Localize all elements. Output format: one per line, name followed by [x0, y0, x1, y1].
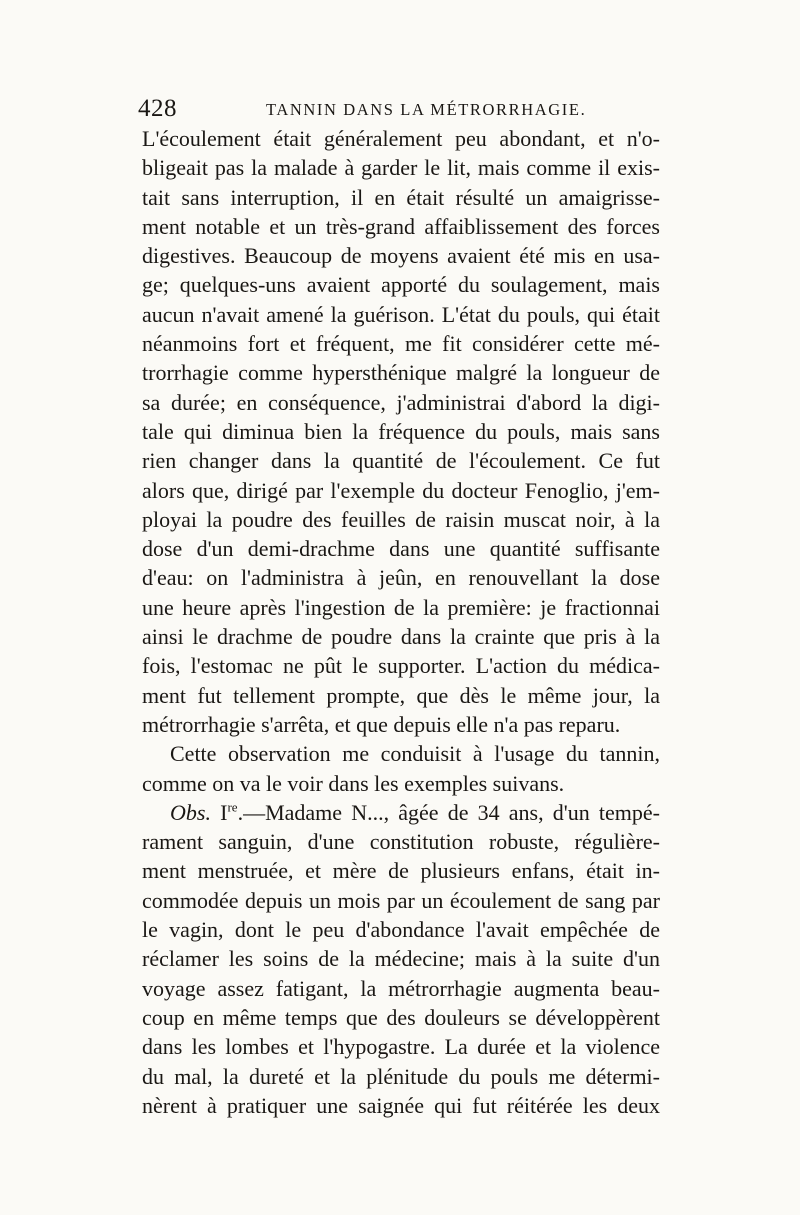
- text-line: tale qui diminua bien la fréquence du pouls, mais sans: [142, 418, 660, 444]
- text-line: fois, l'estomac ne pût le supporter. L'action du médica-: [142, 653, 660, 679]
- text-line: métrorrhagie s'arrêta, et que depuis elle n'a pas reparu.: [142, 711, 621, 737]
- text-line: voyage assez fatigant, la métrorrhagie augmenta beau-: [142, 975, 660, 1001]
- text-line: coup en même temps que des douleurs se développèrent: [142, 1004, 660, 1030]
- text-line: ge; quelques-uns avaient apporté du soulagement, mais: [142, 272, 660, 298]
- text-line: commodée depuis un mois par un écoulement de sang par: [142, 887, 660, 913]
- text-line: une heure après l'ingestion de la première: je fractionnai: [142, 594, 660, 620]
- text-line: du mal, la dureté et la plénitude du pouls me détermi-: [142, 1063, 660, 1089]
- observation-numeral-sup: re: [227, 799, 238, 815]
- text-line: aucun n'avait amené la guérison. L'état du pouls, qui était: [142, 301, 660, 327]
- observation-numeral: I: [220, 799, 228, 825]
- running-title: TANNIN DANS LA MÉTRORRHAGIE.: [266, 100, 587, 119]
- text-line: ployai la poudre des feuilles de raisin muscat noir, à la: [142, 506, 660, 532]
- observation-first-line: .—Madame N..., âgée de 34 ans, d'un tempé-: [237, 799, 660, 825]
- text-line: rament sanguin, d'une constitution robuste, régulière-: [142, 829, 660, 855]
- page-number: 428: [138, 95, 177, 122]
- text-line: ment fut tellement prompte, que dès le même jour, la: [142, 682, 660, 708]
- text-line: sa durée; en conséquence, j'administrai d'abord la digi-: [142, 389, 660, 415]
- text-line: le vagin, dont le peu d'abondance l'avait empêchée de: [142, 917, 660, 943]
- text-line: néanmoins fort et fréquent, me fit considérer cette mé-: [142, 331, 660, 357]
- text-line: d'eau: on l'administra à jeûn, en renouvellant la dose: [142, 565, 660, 591]
- text-line: trorrhagie comme hypersthénique malgré la longueur de: [142, 360, 660, 386]
- text-line: bligeait pas la malade à garder le lit, mais comme il exis-: [142, 155, 660, 181]
- text-line: L'écoulement était généralement peu abondant, et n'o-: [142, 126, 660, 151]
- text-line: tait sans interruption, il en était résulté un amaigrisse-: [142, 184, 660, 210]
- text-line: ainsi le drachme de poudre dans la crainte que pris à la: [142, 624, 660, 650]
- text-line: réclamer les soins de la médecine; mais à la suite d'un: [142, 946, 660, 972]
- text-line: dose d'un demi-drachme dans une quantité suffisante: [142, 536, 660, 562]
- text-line: alors que, dirigé par l'exemple du docteur Fenoglio, j'em-: [142, 477, 660, 503]
- text-line: ment menstruée, et mère de plusieurs enfans, était in-: [142, 858, 660, 884]
- text-line: dans les lombes et l'hypogastre. La durée et la violence: [142, 1034, 660, 1060]
- running-head: [138, 93, 664, 125]
- text-line: nèrent à pratiquer une saignée qui fut réitérée les deux: [142, 1092, 660, 1118]
- text-line: comme on va le voir dans les exemples suivans.: [142, 770, 565, 796]
- observation-label: Obs.: [170, 799, 211, 825]
- text-line: digestives. Beaucoup de moyens avaient été mis en usa-: [142, 243, 660, 269]
- text-line: ment notable et un très-grand affaiblissement des forces: [142, 213, 660, 239]
- observation-heading-line: [142, 798, 660, 827]
- text-line: Cette observation me conduisit à l'usage du tannin,: [170, 741, 660, 767]
- body-text: [142, 124, 660, 1120]
- text-line: rien changer dans la quantité de l'écoulement. Ce fut: [142, 448, 660, 474]
